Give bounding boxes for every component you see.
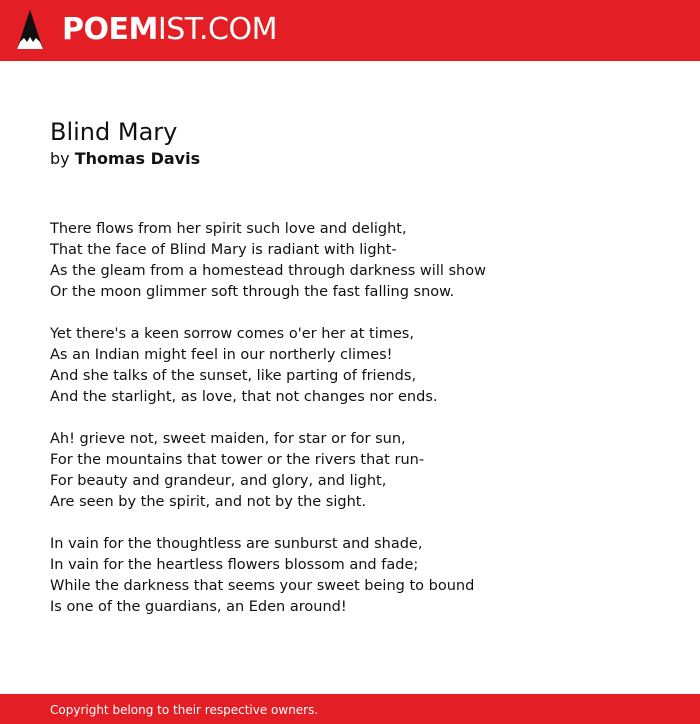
poem-line: For beauty and grandeur, and glory, and light, [50, 473, 387, 489]
poem-line: That the face of Blind Mary is radiant with light- [50, 242, 397, 258]
stanza [50, 534, 670, 618]
stanza [50, 429, 670, 513]
by-label: by [50, 149, 70, 168]
copyright-notice: Copyright belong to their respective owners. [50, 703, 319, 717]
poem-title: Blind Mary [50, 118, 178, 146]
poem-line: In vain for the heartless flowers blossom and fade; [50, 557, 419, 573]
pencil-tip-icon[interactable] [16, 9, 44, 52]
poem-line: Ah! grieve not, sweet maiden, for star or for sun, [50, 431, 406, 447]
poem-line: Are seen by the spirit, and not by the sight. [50, 494, 367, 510]
poem-line: While the darkness that seems your sweet being to bound [50, 578, 475, 594]
poem-byline [50, 148, 200, 170]
poem-body [50, 219, 670, 639]
poem-author: Thomas Davis [74, 149, 201, 168]
poem-line: As an Indian might feel in our northerly climes! [50, 347, 393, 363]
stanza [50, 324, 670, 408]
poem-line: In vain for the thoughtless are sunburst and shade, [50, 536, 423, 552]
poem-line: Or the moon glimmer soft through the fast falling snow. [50, 284, 455, 300]
site-footer [0, 694, 700, 724]
logo-text-bold: POEM [62, 12, 158, 47]
site-logo[interactable] [62, 11, 277, 49]
poem-line: And the starlight, as love, that not changes nor ends. [50, 389, 438, 405]
stanza [50, 219, 670, 303]
poem-line: For the mountains that tower or the rivers that run- [50, 452, 425, 468]
logo-text-light: IST.COM [157, 12, 277, 47]
site-header [0, 0, 700, 61]
poem-line: Is one of the guardians, an Eden around! [50, 599, 347, 615]
poem-line: As the gleam from a homestead through darkness will show [50, 263, 486, 279]
poem-line: And she talks of the sunset, like parting of friends, [50, 368, 417, 384]
poem-line: Yet there's a keen sorrow comes o'er her at times, [50, 326, 414, 342]
poem-line: There flows from her spirit such love and delight, [50, 221, 407, 237]
